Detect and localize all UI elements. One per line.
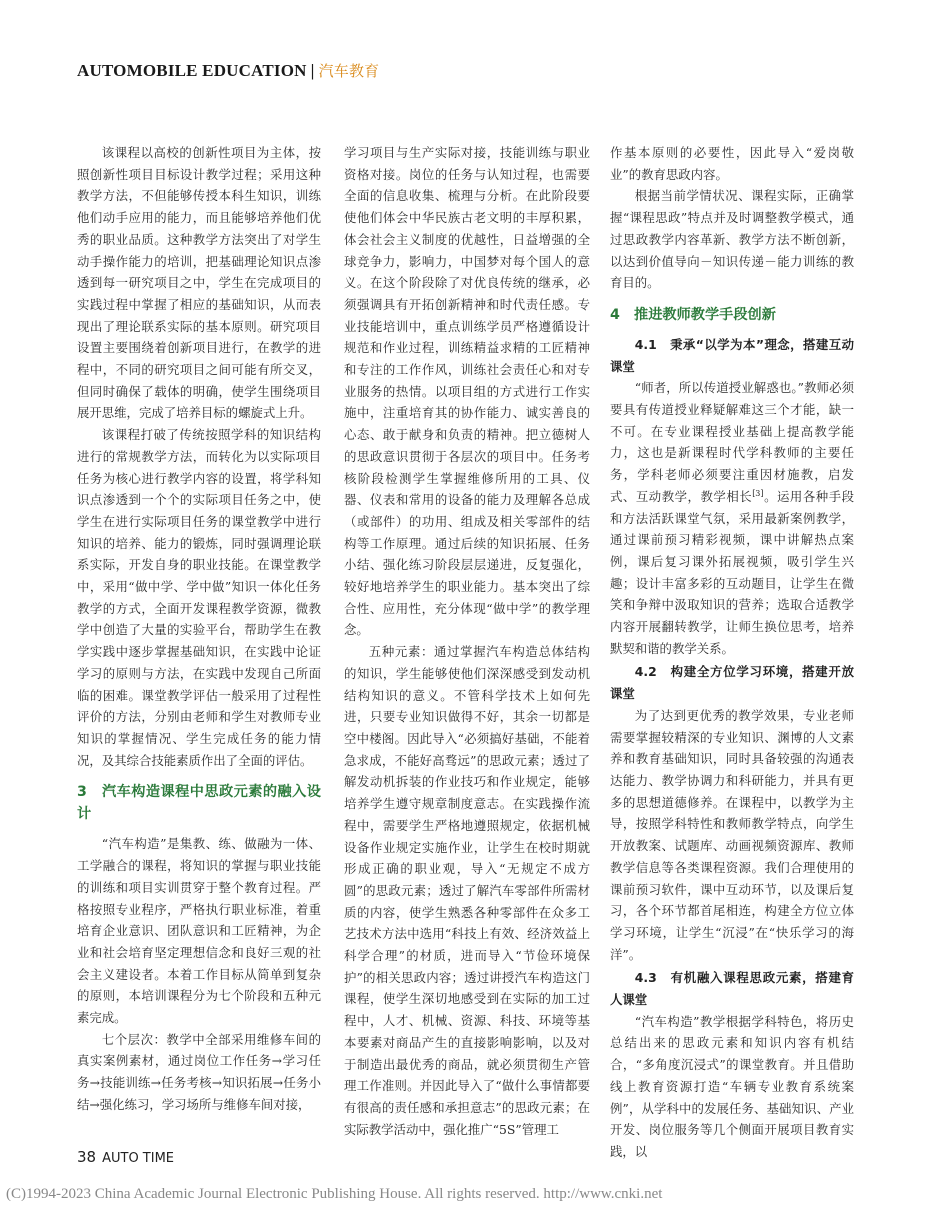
copyright-notice: (C)1994-2023 China Academic Journal Electronic Publishing House. All rights reserved. http://www.cnki.net [6,1186,663,1202]
subsection-heading-4-3: 4.3 有机融入课程思政元素，搭建育人课堂 [610,970,854,1008]
header-separator: | [310,61,315,80]
subsection-heading-4-2: 4.2 构建全方位学习环境，搭建开放课堂 [610,664,854,702]
paragraph: “汽车构造”是集教、练、做融为一体、工学融合的课程，将知识的掌握与职业技能的训练和项目实训贯穿于整个教育过程。严格按照专业程序，严格执行职业标准，着重培育企业意识、团队意识和工匠精神，为企业和社会培育坚定理想信念和良好三观的社会主义建设者。本着工作目标从简单到复杂的原则，本培训课程分为七个阶段和五种元素完成。 [77,836,321,1026]
paragraph: 作基本原则的必要性，因此导入“爱岗敬业”的教育思政内容。 [610,145,854,182]
section-heading-4: 4 推进教师教学手段创新 [610,306,776,323]
paragraph: 五种元素：通过掌握汽车构造总体结构的知识，学生能够使他们深深感受到发动机结构知识的意义。不管科学技术上如何先进，只要专业知识做得不好，其余一切都是空中楼阁。因此导入“必须搞好基础，不能着急求成，不能好高骛远”的思政元素；透过了解发动机拆装的作业技巧和作业规定，能够培养学生遵守规章制度意志。在实践操作流程中，需要学生严格地遵照规定，依据机械设备作业规定实施作业，让学生在校时期就形成正确的职业观，导入“无规定不成方圆”的思政元素；透过了解汽车零部件所需材质的内容，使学生熟悉各种零部件在众多工艺技术方法中选用“科技上有效、经济效益上科学合理”的材质，进而导入“节俭环境保护”的相关思政内容；透过讲授汽车构造这门课程，使学生深切地感受到在实际的加工过程中，人才、机械、资源、科技、环境等基本要素对商品产生的直接影响影响，以及对于制造出最优秀的商品，就必须贯彻生产管理工作准则。并因此导入了“做什么事情都要有很高的责任感和承担意志”的思政元素；在实际教学活动中，强化推广“5S”管理工 [344,644,590,1137]
running-header [77,60,379,81]
paragraph-text: 。运用各种手段和方法活跃课堂气氛，采用最新案例教学，通过课前预习精彩视频，课中讲解热点案例，课后复习课外拓展视频，吸引学生兴趣；设计丰富多彩的互动题目，让学生在微笑和争辩中汲取知识的营养；选取合适教学内容开展翻转教学，让师生换位思考，培养默契和谐的教学关系。 [610,488,855,656]
paragraph: 该课程打破了传统按照学科的知识结构进行的常规教学方法，而转化为以实际项目任务为核心进行教学内容的设置，将学科知识点渗透到一个个的实际项目任务之中，使学生在进行实际项目任务的课堂教学中进行知识的培养、能力的锻炼，同时强调理论联系实际，开发自身的职业技能。在课堂教学中，采用“做中学、学中做”知识一体化任务教学的方式，全面开发课程教学资源，微教学中创造了大量的实验平台，帮助学生在教学实践中逐步掌握基础知识，在实践中论证学习的原则与方法，在实践中发现自己所面临的困难。课堂教学评估一般采用了过程性评价的方法，分别由老师和学生对教师专业知识的掌握情况、学生完成任务的能力情况，及其综合技能素质作出了全面的评估。 [77,427,321,768]
footer-journal: AUTO TIME [102,1151,175,1166]
paragraph-text: “师者，所以传道授业解惑也。”教师必须要具有传道授业释疑解难这三个才能，缺一不可。在专业课程授业基础上提高教学能力，这也是新课程时代学科教师的主要任务，学科老师必须要注重因材施教，启发式、互动教学，教学相长 [610,380,854,504]
paragraph: “汽车构造”教学根据学科特色，将历史总结出来的思政元素和知识内容有机结合，“多角度沉浸式”的课堂教育。并且借助线上教育资源打造“车辆专业教育系统案例”，从学科中的发展任务、基础知识、产业开发、岗位服务等几个侧面开展项目教育实践，以 [610,1013,854,1159]
paragraph: 七个层次：教学中全部采用维修车间的真实案例素材，通过岗位工作任务→学习任务→技能训练→任务考核→知识拓展→任务小结→强化练习，学习场所与维修车间对接， [77,1031,321,1112]
citation-ref[interactable]: [3] [752,488,764,498]
subsection-heading-4-1: 4.1 秉承“以学为本”理念，搭建互动课堂 [610,336,854,374]
page-number: 38 [77,1148,97,1166]
text-column-right [610,142,854,1163]
paragraph: 该课程以高校的创新性项目为主体，按照创新性项目目标设计教学过程；采用这种教学方法，不但能够传授本科生知识，训练他们动手应用的能力，而且能够培养他们优秀的职业品质。这种教学方法突出了对学生动手操作能力的培训，把基础理论知识点渗透到每一研究项目之中，学生在完成项目的实践过程中掌握了相应的基础知识，从而表现出了理论联系实际的基本原则。研究项目设置主要围绕着创新项目进行，在教学的进程中，不同的研究项目之间可能有所交叉，但同时确保了载体的明确，使学生围绕项目展开思维，完成了培养目标的螺旋式上升。 [77,145,321,421]
page-footer [77,1148,174,1166]
text-column-left [77,142,321,1116]
paragraph: 为了达到更优秀的教学效果，专业老师需要掌握较精深的专业知识、渊博的人文素养和教育基础知识，同时具备较强的沟通表达能力、教学协调力和科研能力，并具有更多的思想道德修养。在课程中，以教学为主导，按照学科特性和教师教学特点，向学生开放教案、试题库、动画视频资源库、教师教学信息等各类课程资源。我们合理使用的课前预习软件，课中互动环节，以及课后复习，各个环节都首尾相连，构建全方位立体学习环境，让学生“沉浸”在“快乐学习的海洋”。 [610,707,854,962]
paragraph: 根据当前学情状况、课程实际，正确掌握“课程思政”特点并及时调整教学模式，通过思政教学内容革新、教学方法不断创新，以达到价值导向－知识传递－能力训练的教育目的。 [610,188,854,291]
journal-title-en: AUTOMOBILE EDUCATION [77,61,307,80]
section-heading-3: 3 汽车构造课程中思政元素的融入设计 [77,784,321,823]
journal-title-cn: 汽车教育 [318,62,380,80]
text-column-middle [344,142,590,1140]
paragraph [610,377,854,659]
paragraph: 学习项目与生产实际对接，技能训练与职业资格对接。岗位的任务与认知过程，也需要全面的信息收集、梳理与分析。在此阶段要使他们体会中华民族古老文明的丰厚积累，体会社会主义制度的优越性，日益增强的全球竞争力，影响力，中国梦对每个国人的意义。在这个阶段除了对优良传统的继承，必须强调具有开拓创新精神和时代责任感。专业技能培训中，重点训练学员严格遵循设计规范和作业过程，训练精益求精的工匠精神和专注的工作作风，训练社会责任心和对专业服务的热情。以项目组的方式进行工作实施中，注重培育其的协作能力、诚实善良的心态、敢于献身和负责的精神。把立德树人的思政意识贯彻于各层次的项目中。任务考核阶段检测学生掌握维修所用的工具、仪器、仪表和常用的设备的能力及理解各总成（或部件）的功用、组成及相关零部件的结构等工作原理。通过后续的知识拓展、任务小结、强化练习阶段层层递进，反复强化，较好地培养学生的职业能力。基本突出了综合性、应用性，充分体现“做中学”的教学理念。 [344,145,590,638]
